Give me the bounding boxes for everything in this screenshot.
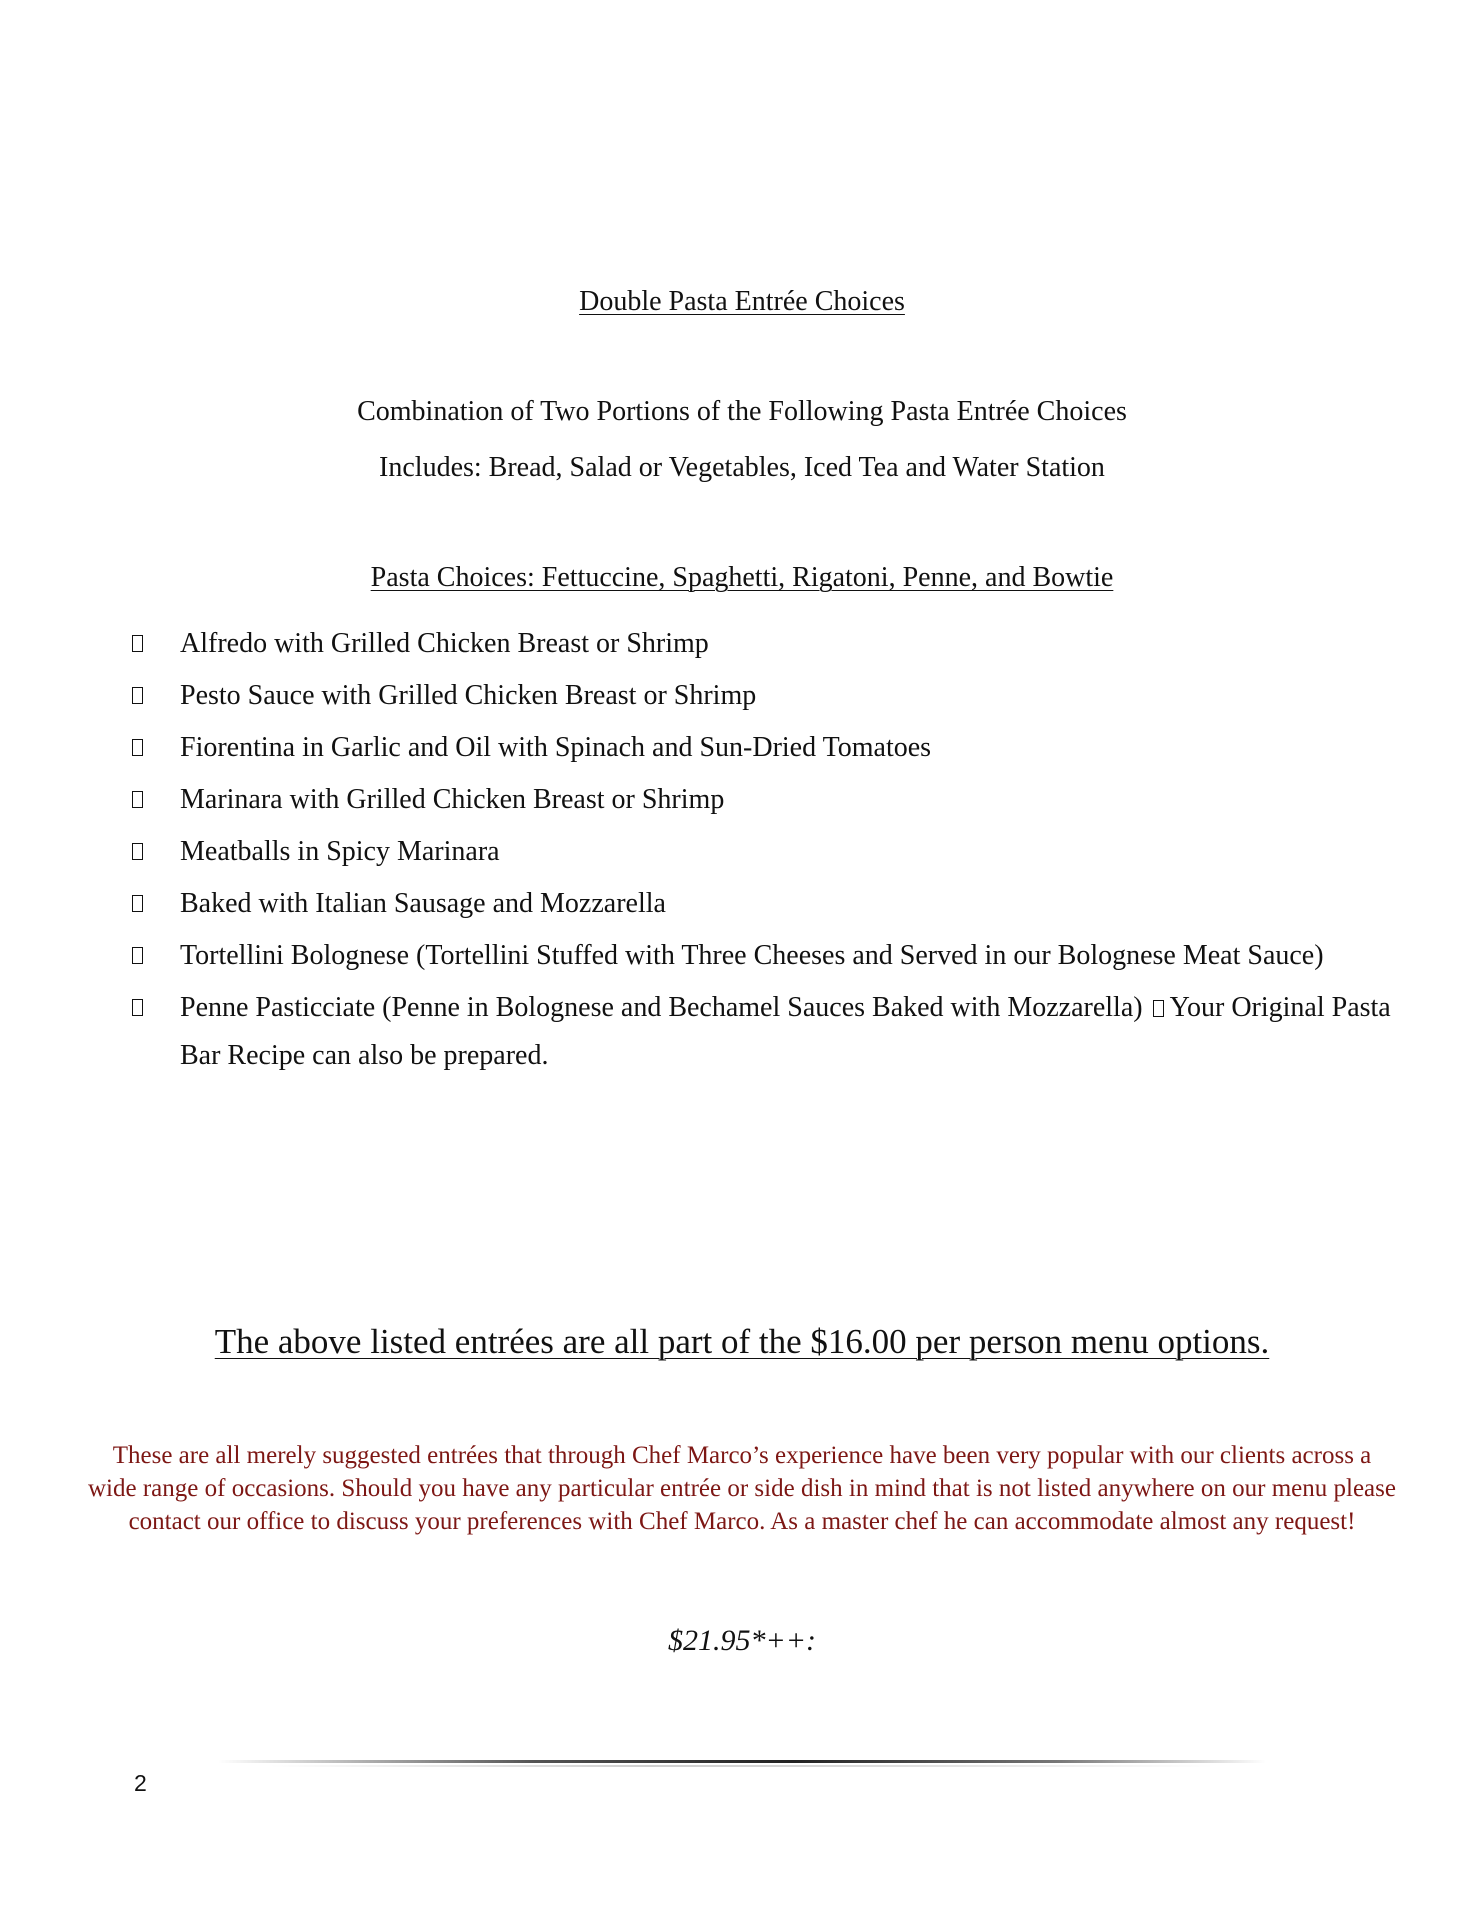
list-item-text: Marinara with Grilled Chicken Breast or Shrimp [180,784,725,815]
list-item [132,984,1392,1080]
list-item-text: Meatballs in Spicy Marinara [180,836,500,867]
checkbox-square-icon [132,687,143,704]
list-item [132,828,1392,880]
page-title: Double Pasta Entrée Choices [579,286,905,317]
checkbox-square-icon [132,895,143,912]
list-item [132,880,1392,932]
list-item-extra-text: Your Original Pasta Bar Recipe can also be prepared. [180,992,1391,1071]
page-number: 2 [134,1770,147,1796]
list-item [132,724,1392,776]
list-item [132,672,1392,724]
checkbox-square-icon [132,791,143,808]
checkbox-square-icon [1153,1000,1164,1017]
list-item-text: Penne Pasticciate (Penne in Bolognese and Bechamel Sauces Baked with Mozzarella) [180,992,1143,1023]
list-item-text: Fiorentina in Garlic and Oil with Spinach and Sun-Dried Tomatoes [180,732,932,763]
entree-list [132,620,1392,1080]
list-item [132,620,1392,672]
list-item-text: Alfredo with Grilled Chicken Breast or Shrimp [180,628,709,659]
checkbox-square-icon [132,947,143,964]
checkbox-square-icon [132,739,143,756]
list-item [132,932,1392,984]
list-item-text: Tortellini Bolognese (Tortellini Stuffed with Three Cheeses and Served in our Bolognese Meat Sauce) [180,940,1324,971]
price-label: $21.95*++: [668,1624,816,1657]
pasta-choices-heading: Pasta Choices: Fettuccine, Spaghetti, Rigatoni, Penne, and Bowtie [370,562,1114,593]
list-item-text: Pesto Sauce with Grilled Chicken Breast or Shrimp [180,680,757,711]
list-item [132,776,1392,828]
subtitle-includes: Includes: Bread, Salad or Vegetables, Iced Tea and Water Station [379,452,1105,483]
price-note: The above listed entrées are all part of the $16.00 per person menu options. [214,1322,1270,1361]
disclaimer-text: These are all merely suggested entrées that through Chef Marco’s experience have been very popular with our clients across a wide range of occasions. Should you have any particular entrée or side dish in mind that is not listed anywhere on our menu please contact our office to discuss your preferences with Chef Marco. As a master chef he can accommodate almost any request! [88,1442,1396,1535]
list-item-text: Baked with Italian Sausage and Mozzarella [180,888,666,919]
checkbox-square-icon [132,635,143,652]
subtitle-combination: Combination of Two Portions of the Following Pasta Entrée Choices [357,396,1127,427]
checkbox-square-icon [132,999,143,1016]
checkbox-square-icon [132,843,143,860]
footer-divider [218,1760,1266,1763]
